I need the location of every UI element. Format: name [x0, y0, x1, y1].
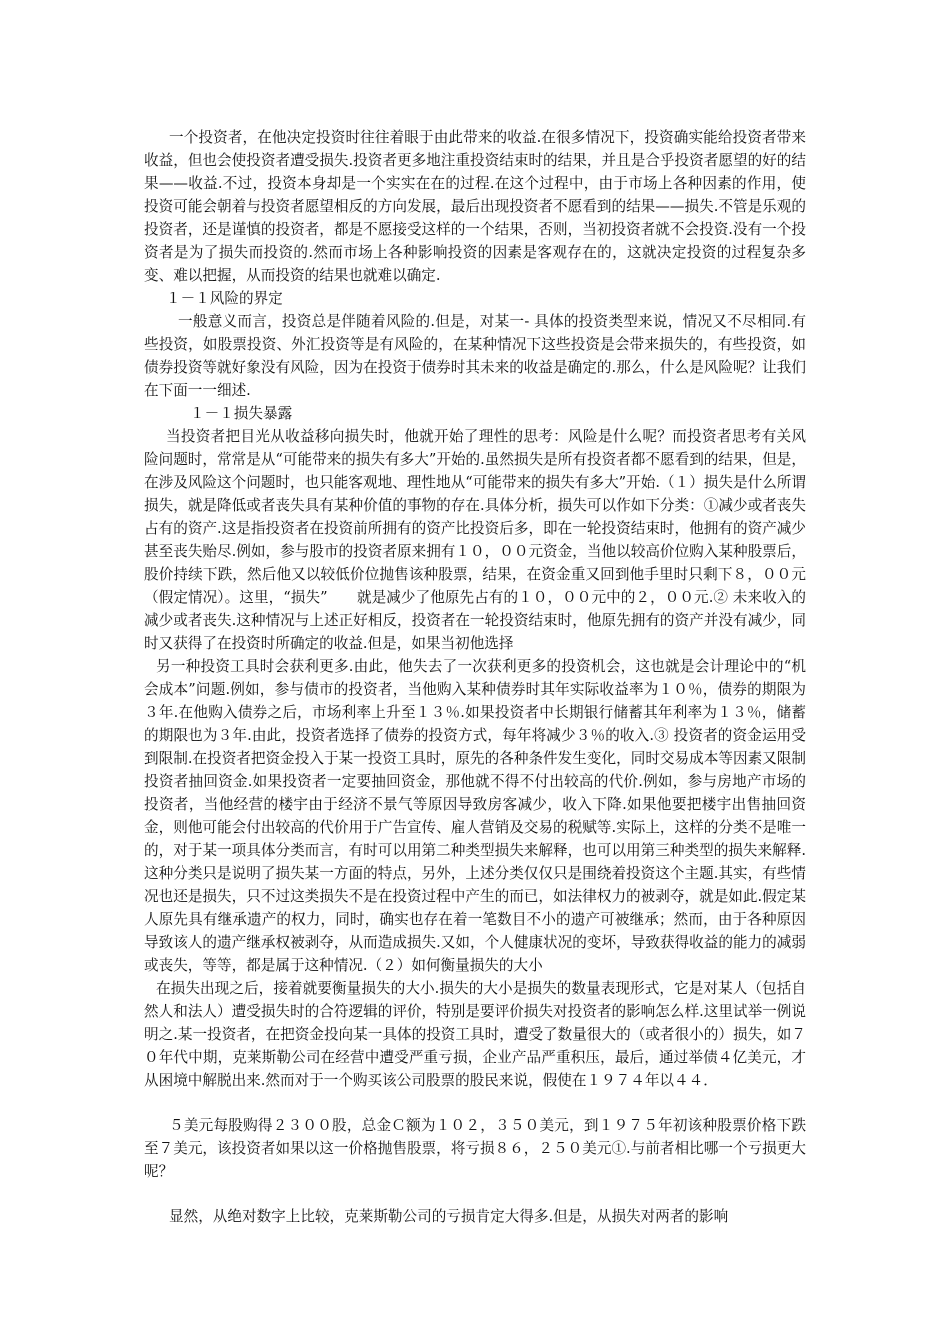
paragraph-measure-loss: 在损失出现之后，接着就要衡量损失的大小.损失的大小是损失的数量表现形式，它是对某人（包括自然人和法人）遭受损失时的合符逻辑的评价，特别是要评价损失对投资者的影响怎么样.这里试举一例说明之.某一投资者，在把资金投向某一具体的投资工具时，遭受了数量很大的（或者很小的）损失，如７０年代中期，克莱斯勒公司在经营中遭受严重亏损，企业产品严重积压，最后，通过举债４亿美元，才从困境中解脱出来.然而对于一个购买该公司股票的股民来说，假使在１９７４年以４４．: [144, 980, 806, 1089]
paragraph-loss-definition: 当投资者把目光从收益移向损失时，他就开始了理性的思考：风险是什么呢？而投资者思考有关风险问题时，常常是从“可能带来的损失有多大”开始的.虽然损失是所有投资者都不愿看到的结果，但是，在涉及风险这个问题时，也只能客观地、理性地从“可能带来的损失有多大”开始.（１）损失是什么所谓损失，就是降低或者丧失具有某种价值的事物的存在.具体分析，损失可以作如下分类：①减少或者丧失占有的资产.这是指投资者在投资前所拥有的资产比投资后多，即在一轮投资结束时，他拥有的资产减少甚至丧失贻尽.例如，参与股市的投资者原来拥有１０，００元资金，当他以较高价位购入某种股票后，股价持续下跌，然后他又以较低价位抛售该种股票，结果，在资金重又回到他手里时只剩下８，００元（假定情况）。这里，“损失” 就是减少了他原先占有的１０，００元中的２，００元.② 未来收入的减少或者丧失.这种情况与上述正好相反，投资者在一轮投资结束时，他原先拥有的资产并没有减少，同时又获得了在投资时所确定的收益.但是，如果当初他选择: [144, 428, 806, 652]
paragraph-stock-example: ５美元每股购得２３００股，总金Ｃ额为１０２，３５０美元，到１９７５年初该种股票价格下跌至７美元，该投资者如果以这一价格抛售股票，将亏损８６，２５０美元①.与前者相比哪一个亏损更大呢？: [144, 1117, 806, 1180]
section-heading-risk-definition: １－１风险的界定: [166, 290, 283, 307]
paragraph-opportunity-cost: 另一种投资工具时会获利更多.由此，他失去了一次获利更多的投资机会，这也就是会计理论中的“机会成本”问题.例如，参与债市的投资者，当他购入某种债券时其年实际收益率为１０％，债券的期限为３年.在他购入债券之后，市场利率上升至１３％.如果投资者中长期银行储蓄其年利率为１３％，储蓄的期限也为３年.由此，投资者选择了债券的投资方式，每年将减少３％的收入.③ 投资者的资金运用受到限制.在投资者把资金投入于某一投资工具时，原先的各种条件发生变化，同时交易成本等因素又限制投资者抽回资金.如果投资者一定要抽回资金，那他就不得不付出较高的代价.例如，参与房地产市场的投资者，当他经营的楼宇由于经济不景气等原因导致房客减少，收入下降.如果他要把楼宇出售抽回资金，则他可能会付出较高的代价用于广告宣传、雇人营销及交易的税赋等.实际上，这样的分类不是唯一的，对于某一项具体分类而言，有时可以用第二种类型损失来解释，也可以用第三种类型的损失来解释.这种分类只是说明了损失某一方面的特点，另外，上述分类仅仅只是围绕着投资这个主题.其实，有些情况也还是损失，只不过这类损失不是在投资过程中产生的而已，如法律权力的被剥夺，就是如此.假定某人原先具有继承遗产的权力，同时，确实也存在着一笔数目不小的遗产可被继承；然而，由于各种原因导致该人的遗产继承权被剥夺，从而造成损失.又如，个人健康状况的变坏，导致获得收益的能力的减弱或丧失，等等，都是属于这种情况.（２）如何衡量损失的大小: [144, 658, 806, 974]
document-page: [144, 126, 806, 1228]
paragraph-comparison: 显然，从绝对数字上比较，克莱斯勒公司的亏损肯定大得多.但是，从损失对两者的影响: [169, 1208, 729, 1225]
paragraph-risk-general: 一般意义而言，投资总是伴随着风险的.但是，对某一- 具体的投资类型来说，情况又不尽相同.有些投资，如股票投资、外汇投资等是有风险的，在某种情况下这些投资是会带来损失的，有些投资，如债券投资等就好象没有风险，因为在投资于债券时其未来的收益是确定的.那么，什么是风险呢？让我们在下面一一细述.: [144, 313, 806, 399]
paragraph-intro: 一个投资者，在他决定投资时往往着眼于由此带来的收益.在很多情况下，投资确实能给投资者带来收益，但也会使投资者遭受损失.投资者更多地注重投资结束时的结果，并且是合乎投资者愿望的好的结果——收益.不过，投资本身却是一个实实在在的过程.在这个过程中，由于市场上各种因素的作用，使投资可能会朝着与投资者愿望相反的方向发展，最后出现投资者不愿看到的结果——损失.不管是乐观的投资者，还是谨慎的投资者，都是不愿接受这样的一个结果，否则，当初投资者就不会投资.没有一个投资者是为了损失而投资的.然而市场上各种影响投资的因素是客观存在的，这就决定投资的过程复杂多变、难以把握，从而投资的结果也就难以确定.: [144, 129, 806, 284]
subsection-heading-loss-exposure: １－１损失暴露: [190, 405, 293, 422]
